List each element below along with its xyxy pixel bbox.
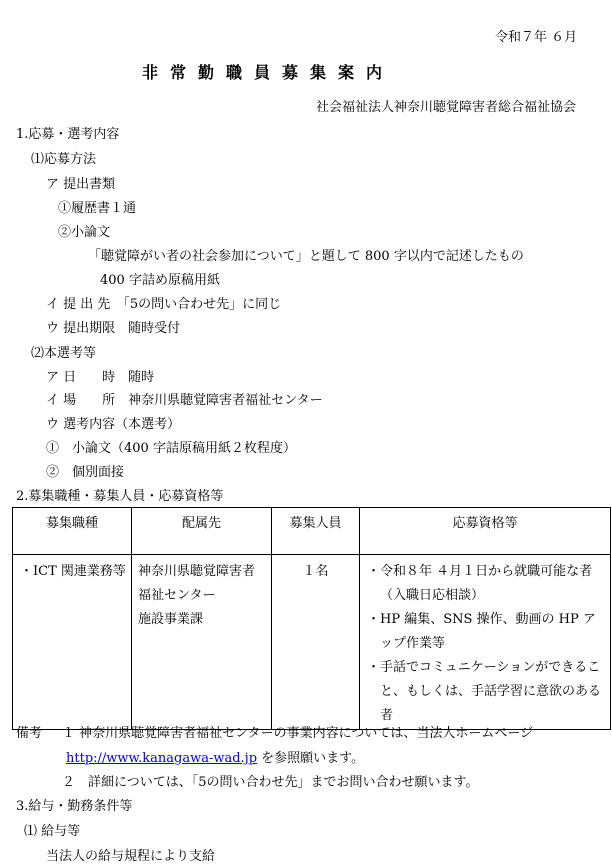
job-type-text: ・ICT 関連業務等 xyxy=(20,564,126,579)
salary-text: 当法人の給与規程により支給 xyxy=(46,849,216,864)
recruitment-table xyxy=(12,507,611,730)
document-date: 令和７年 ６月 xyxy=(495,30,578,45)
essay-paper-format: 400 字詰め原稿用紙 xyxy=(100,273,220,288)
qualification-item: ・令和８年 ４月１日から就職可能な者（入職日応相談） xyxy=(367,564,593,603)
selection-content-label: ウ 選考内容（本選考） xyxy=(46,417,181,432)
section2-heading: 2.募集職種・募集人員・応募資格等 xyxy=(16,489,224,504)
header-department: 配属先 xyxy=(132,508,272,555)
homepage-link[interactable]: http://www.kanagawa-wad.jp xyxy=(66,751,258,766)
note-1-suffix: を参照願います。 xyxy=(257,751,365,766)
organization-name: 社会福祉法人神奈川聴覚障害者総合福祉協会 xyxy=(316,100,577,115)
essay-description: 「聴覚障がい者の社会参加について」と題して 800 字以内で記述したもの xyxy=(88,249,524,264)
headcount-value: １名 xyxy=(302,564,329,579)
qualification-item: ・手話でコミュニケーションができること、もしくは、手話学習に意欲のある者 xyxy=(367,660,602,723)
selection-place: イ 場 所 神奈川県聴覚障害者福祉センター xyxy=(46,393,323,408)
department-section: 施設事業課 xyxy=(138,612,204,627)
selection-heading: ⑵本選考等 xyxy=(31,346,97,361)
header-qualifications: 応募資格等 xyxy=(360,508,611,555)
note-1-link-line xyxy=(66,751,364,767)
selection-item-essay: ① 小論文（400 字詰原稿用紙２枚程度） xyxy=(46,441,296,456)
submission-deadline: ウ 提出期限 随時受付 xyxy=(46,321,181,336)
documents-label: ア 提出書類 xyxy=(46,177,116,192)
page-title: 非常勤職員募集案内 xyxy=(142,63,395,82)
note-1: １ 神奈川県聴覚障害者福祉センターの事業内容については、当法人ホームページ xyxy=(62,726,534,741)
notes-label: 備考 xyxy=(16,726,43,741)
note-2: ２ 詳細については、「5の問い合わせ先」までお問い合わせ願います。 xyxy=(62,775,479,790)
selection-item-interview: ② 個別面接 xyxy=(46,465,125,480)
table-header-row xyxy=(13,508,611,555)
selection-date: ア 日 時 随時 xyxy=(46,370,155,385)
qualification-item: ・HP 編集、SNS 操作、動画の HP アップ作業等 xyxy=(367,612,596,651)
document-item-resume: ①履歴書１通 xyxy=(58,201,137,216)
header-job-type: 募集職種 xyxy=(13,508,132,555)
department-name: 神奈川県聴覚障害者福祉センター xyxy=(138,564,256,603)
submission-destination: イ 提 出 先 「5の問い合わせ先」に同じ xyxy=(46,297,282,312)
cell-department xyxy=(132,555,272,730)
cell-qualifications xyxy=(360,555,611,730)
table-row xyxy=(13,555,611,730)
cell-headcount xyxy=(272,555,360,730)
header-headcount: 募集人員 xyxy=(272,508,360,555)
salary-heading: ⑴ 給与等 xyxy=(24,824,81,839)
section1-heading: 1.応募・選考内容 xyxy=(16,127,120,142)
application-method-heading: ⑴応募方法 xyxy=(31,152,97,167)
section3-heading: 3.給与・勤務条件等 xyxy=(16,799,133,814)
cell-job-type xyxy=(13,555,132,730)
document-item-essay: ②小論文 xyxy=(58,225,111,240)
